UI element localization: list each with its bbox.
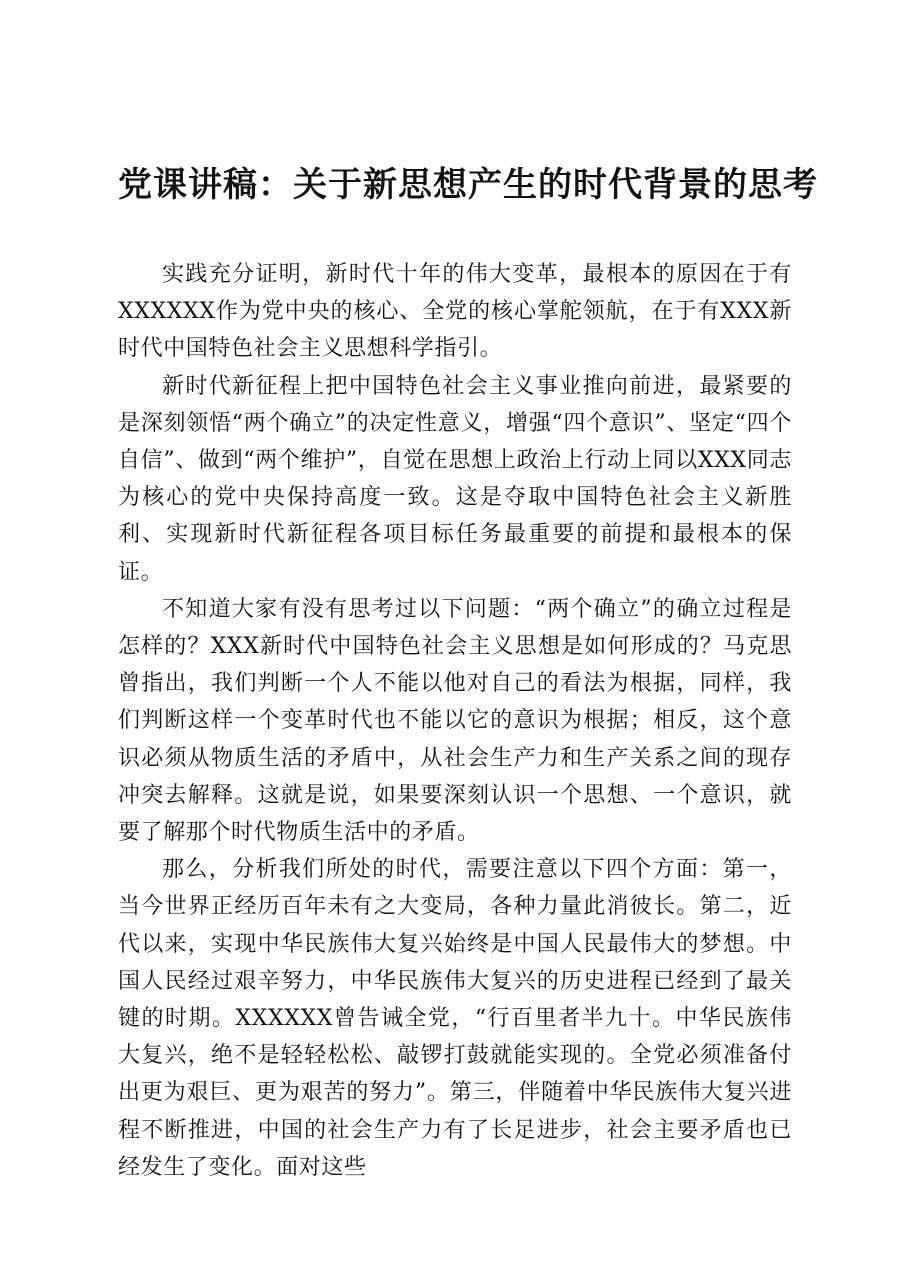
document-body bbox=[118, 256, 792, 1186]
document-title: 党课讲稿：关于新思想产生的时代背景的思考 bbox=[118, 165, 818, 205]
paragraph-3: 不知道大家有没有思考过以下问题：“两个确立”的确立过程是怎样的？XXX新时代中国特色社会主义思想是如何形成的？马克思曾指出，我们判断一个人不能以他对自己的看法为根据，同样，我们判断这样一个变革时代也不能以它的意识为根据；相反，这个意识必须从物质生活的矛盾中，从社会生产力和生产关系之间的现存冲突去解释。这就是说，如果要深刻认识一个思想、一个意识，就要了解那个时代物质生活中的矛盾。 bbox=[118, 596, 792, 846]
paragraph-2: 新时代新征程上把中国特色社会主义事业推向前进，最紧要的是深刻领悟“两个确立”的决定性意义，增强“四个意识”、坚定“四个自信”、做到“两个维护”，自觉在思想上政治上行动上同以XXX同志为核心的党中央保持高度一致。这是夺取中国特色社会主义新胜利、实现新时代新征程各项目标任务最重要的前提和最根本的保证。 bbox=[118, 373, 792, 585]
paragraph-1: 实践充分证明，新时代十年的伟大变革，最根本的原因在于有XXXXXX作为党中央的核心、全党的核心掌舵领航，在于有XXX新时代中国特色社会主义思想科学指引。 bbox=[118, 262, 792, 362]
paragraph-4: 那么，分析我们所处的时代，需要注意以下四个方面：第一，当今世界正经历百年未有之大变局，各种力量此消彼长。第二，近代以来，实现中华民族伟大复兴始终是中国人民最伟大的梦想。中国人民经过艰辛努力，中华民族伟大复兴的历史进程已经到了最关键的时期。XXXXXX曾告诫全党，“行百里者半九十。中华民族伟大复兴，绝不是轻轻松松、敲锣打鼓就能实现的。全党必须准备付出更为艰巨、更为艰苦的努力”。第三，伴随着中华民族伟大复兴进程不断推进，中国的社会生产力有了长足进步，社会主要矛盾也已经发生了变化。面对这些 bbox=[118, 857, 792, 1180]
